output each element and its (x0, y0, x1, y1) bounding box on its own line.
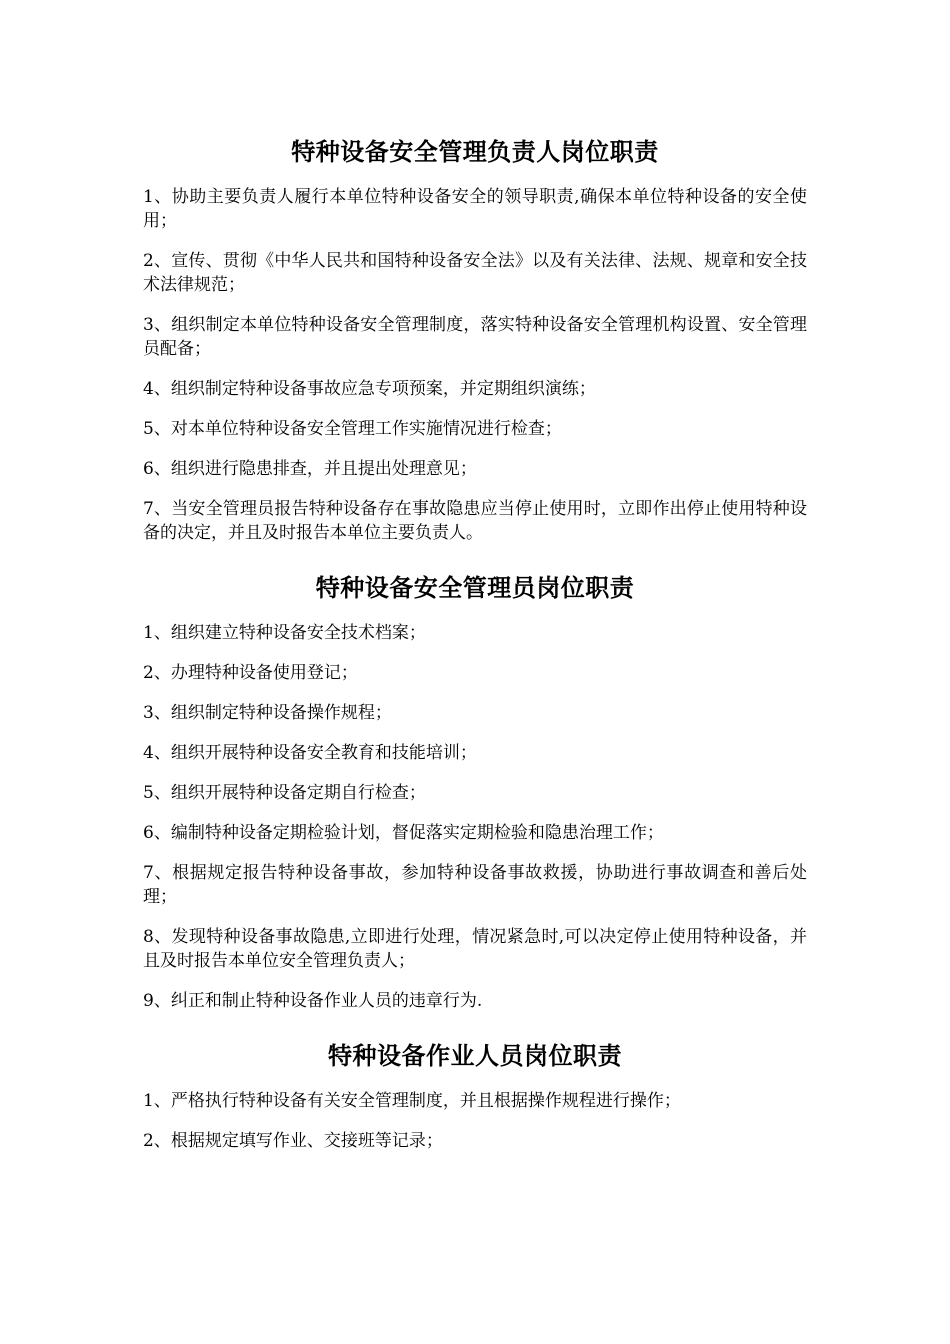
list-item: 1、严格执行特种设备有关安全管理制度，并且根据操作规程进行操作； (143, 1091, 681, 1111)
section-operator-responsibilities (143, 1036, 807, 1153)
list-item: 5、对本单位特种设备安全管理工作实施情况进行检查； (143, 419, 562, 439)
section-title: 特种设备安全管理员岗位职责 (315, 573, 635, 602)
list-item: 2、办理特种设备使用登记； (143, 663, 358, 683)
section-safety-officer-responsibilities (143, 568, 807, 1013)
section-title: 特种设备作业人员岗位职责 (328, 1041, 622, 1070)
list-item: 5、组织开展特种设备定期自行检查； (143, 783, 426, 803)
document-page (143, 132, 807, 1169)
list-item: 9、纠正和制止特种设备作业人员的违章行为. (143, 991, 483, 1011)
list-item: 3、组织制定本单位特种设备安全管理制度，落实特种设备安全管理机构设置、安全管理员配备； (143, 315, 807, 359)
list-item: 2、宣传、贯彻《中华人民共和国特种设备安全法》以及有关法律、法规、规章和安全技术法律规范； (143, 251, 807, 295)
section-manager-responsibilities (143, 132, 807, 545)
list-item: 7、当安全管理员报告特种设备存在事故隐患应当停止使用时，立即作出停止使用特种设备的决定，并且及时报告本单位主要负责人。 (143, 499, 807, 543)
list-item: 6、编制特种设备定期检验计划，督促落实定期检验和隐患治理工作； (143, 823, 664, 843)
list-item: 4、组织制定特种设备事故应急专项预案，并定期组织演练； (143, 379, 596, 399)
list-item: 7、根据规定报告特种设备事故，参加特种设备事故救援，协助进行事故调查和善后处理； (143, 863, 807, 907)
list-item: 4、组织开展特种设备安全教育和技能培训； (143, 743, 477, 763)
list-item: 1、组织建立特种设备安全技术档案； (143, 623, 426, 643)
list-item: 1、协助主要负责人履行本单位特种设备安全的领导职责,确保本单位特种设备的安全使用； (143, 187, 807, 231)
section-title: 特种设备安全管理负责人岗位职责 (291, 137, 659, 166)
list-item: 6、组织进行隐患排查，并且提出处理意见； (143, 459, 477, 479)
list-item: 2、根据规定填写作业、交接班等记录； (143, 1131, 443, 1151)
list-item: 3、组织制定特种设备操作规程； (143, 703, 392, 723)
list-item: 8、发现特种设备事故隐患,立即进行处理，情况紧急时,可以决定停止使用特种设备，并且及时报告本单位安全管理负责人； (143, 927, 807, 971)
